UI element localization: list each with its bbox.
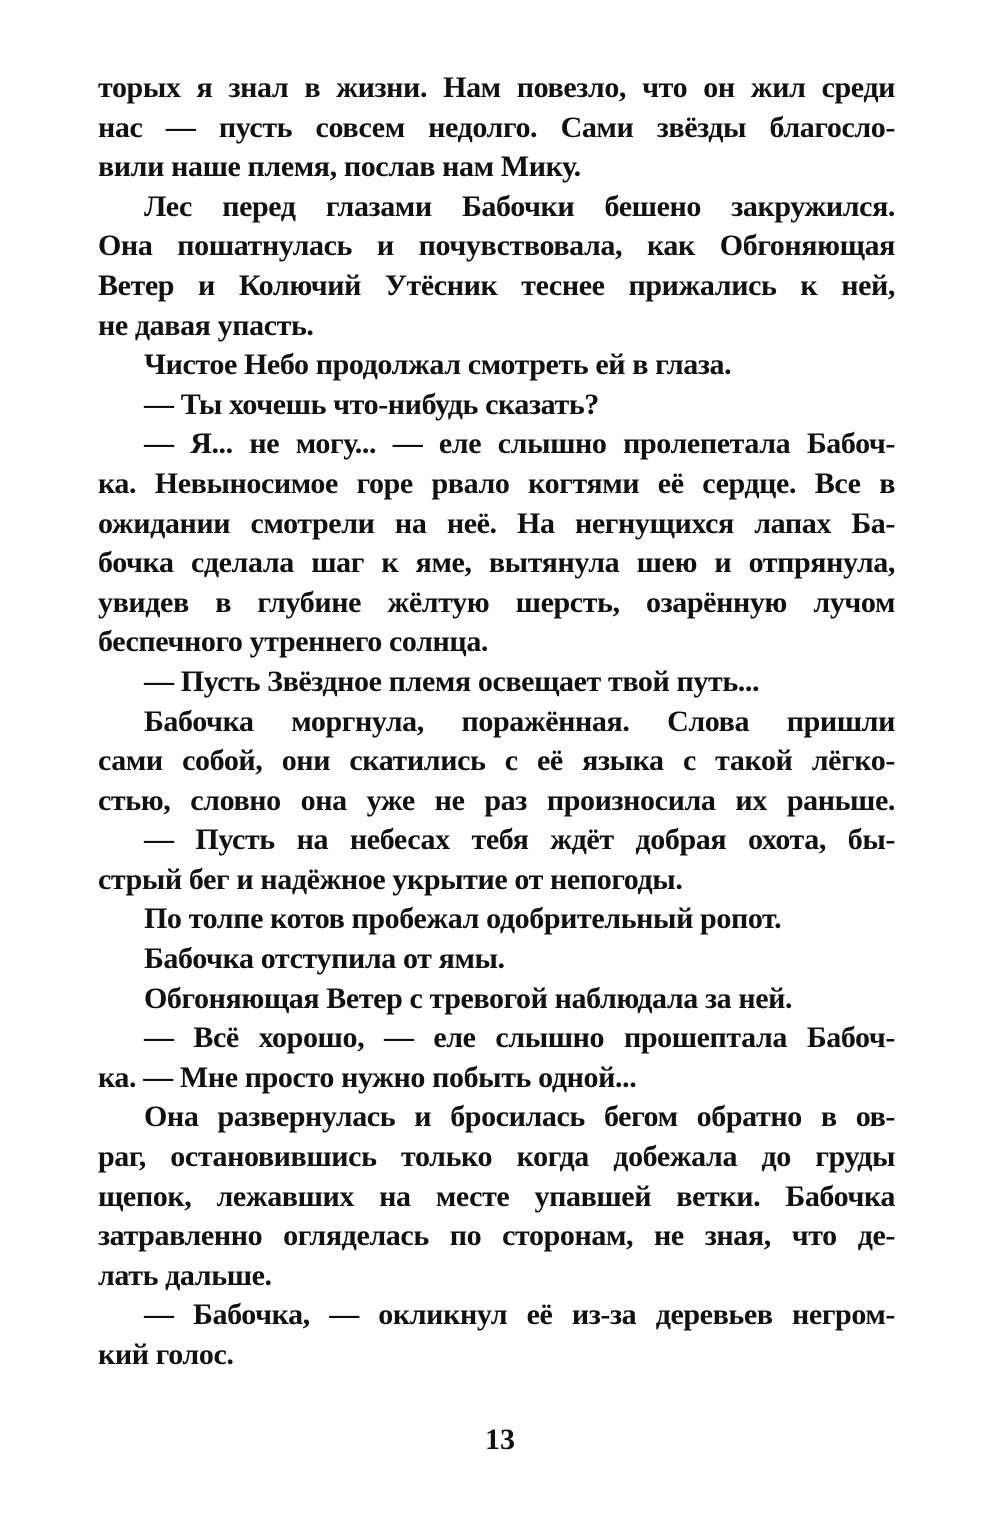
text-line: Она развернулась и бросилась бегом обратно в ов- bbox=[144, 1100, 895, 1134]
text-line: ожидании смотрели на неё. На негнущихся лапах Ба- bbox=[98, 506, 895, 540]
text-line: кий голос. bbox=[98, 1338, 234, 1371]
text-line: раг, остановившись только когда добежала до груды bbox=[98, 1140, 895, 1174]
text-line: ка. — Мне просто нужно побыть одной... bbox=[98, 1060, 637, 1094]
text-line: ка. Невыносимое горе рвало когтями её сердце. Все в bbox=[98, 466, 895, 500]
page-number: 13 bbox=[485, 1423, 515, 1456]
text-line: щепок, лежавших на месте упавшей ветки. Бабочка bbox=[98, 1179, 895, 1213]
text-line: лать дальше. bbox=[98, 1258, 272, 1292]
text-line: торых я знал в жизни. Нам повезло, что он жил среди bbox=[98, 71, 895, 104]
text-line: Чистое Небо продолжал смотреть ей в глаза. bbox=[144, 348, 732, 382]
text-line: не давая упасть. bbox=[98, 308, 314, 342]
text-line: — Пусть Звёздное племя освещает твой путь... bbox=[144, 664, 760, 698]
text-line: — Я... не могу... — еле слышно пролепетала Бабоч- bbox=[144, 427, 895, 461]
text-line: беспечного утреннего солнца. bbox=[98, 625, 489, 659]
text-line: увидев в глубине жёлтую шерсть, озарённую лучом bbox=[98, 585, 895, 619]
text-line: нас — пусть совсем недолго. Сами звёзды благосло- bbox=[98, 110, 895, 144]
text-line: Она пошатнулась и почувствовала, как Обгоняющая bbox=[98, 229, 895, 263]
text-line: — Пусть на небесах тебя ждёт добрая охота, бы- bbox=[144, 823, 895, 857]
text-line: Лес перед глазами Бабочки бешено закружился. bbox=[144, 189, 895, 223]
text-line: стью, словно она уже не раз произносила их раньше. bbox=[98, 783, 895, 817]
page-text-block bbox=[98, 68, 895, 1375]
text-line: Бабочка моргнула, поражённая. Слова пришли bbox=[144, 704, 895, 738]
text-line: Обгоняющая Ветер с тревогой наблюдала за ней. bbox=[144, 981, 793, 1015]
text-line: По толпе котов пробежал одобрительный ропот. bbox=[144, 902, 782, 936]
text-line: стрый бег и надёжное укрытие от непогоды. bbox=[98, 862, 683, 896]
text-line: — Бабочка, — окликнул её из-за деревьев негром- bbox=[144, 1298, 895, 1332]
text-line: сами собой, они скатились с её языка с такой лёгко- bbox=[98, 744, 895, 778]
text-line: — Ты хочешь что-нибудь сказать? bbox=[144, 387, 599, 421]
text-line: Ветер и Колючий Утёсник теснее прижались к ней, bbox=[98, 268, 895, 302]
text-line: бочка сделала шаг к яме, вытянула шею и отпрянула, bbox=[98, 546, 895, 580]
text-line: — Всё хорошо, — еле слышно прошептала Бабоч- bbox=[144, 1021, 895, 1055]
text-line: Бабочка отступила от ямы. bbox=[144, 942, 505, 976]
text-line: затравленно огляделась по сторонам, не зная, что де- bbox=[98, 1219, 895, 1253]
text-line: вили наше племя, послав нам Мику. bbox=[98, 150, 581, 184]
